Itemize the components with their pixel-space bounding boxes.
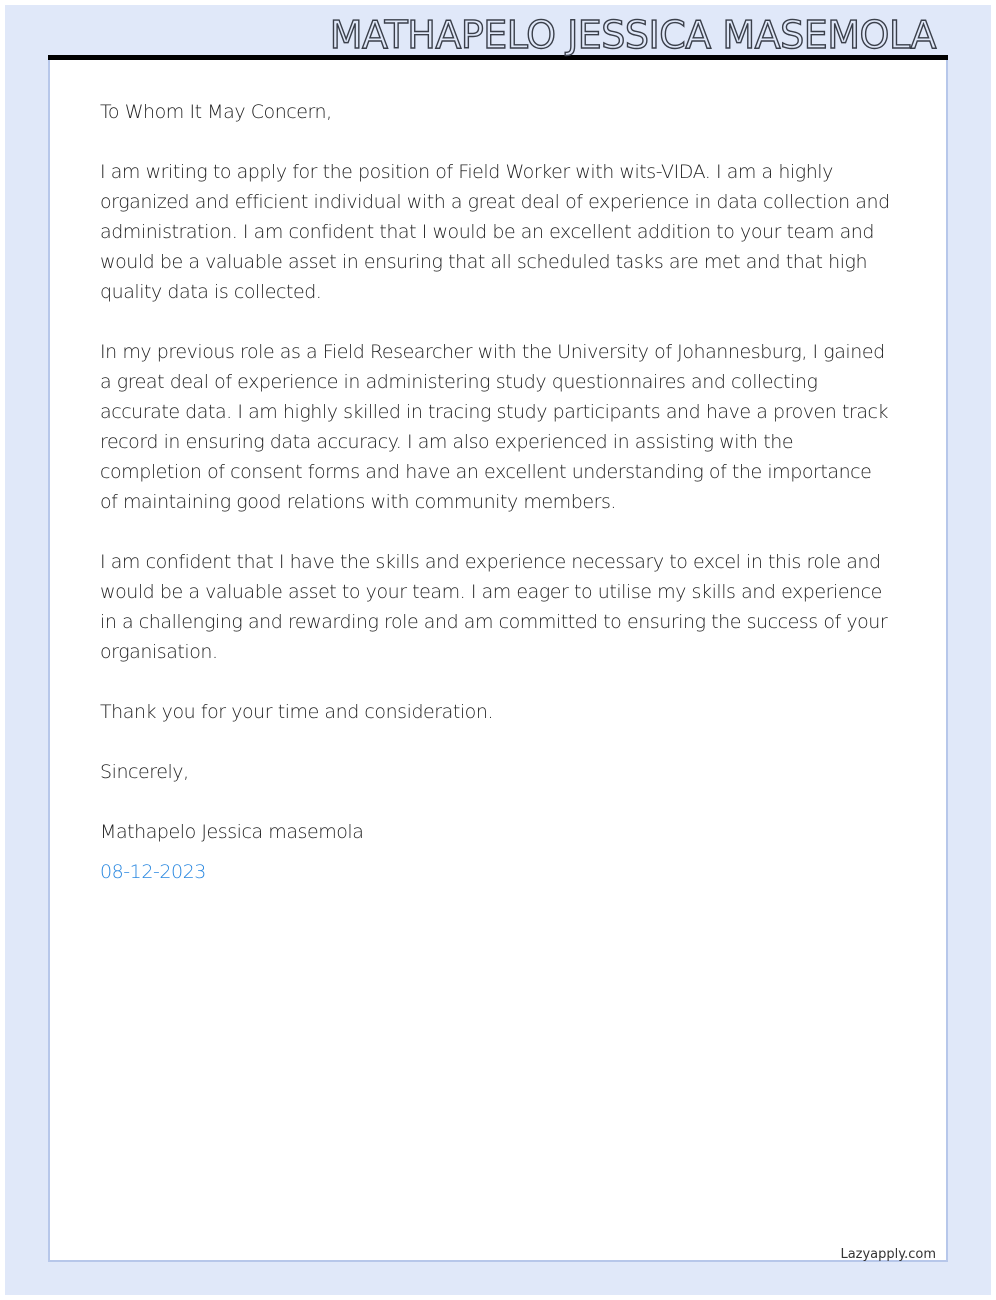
paragraph-motivation: I am confident that I have the skills and experience necessary to excel in this role and would be a valuable asset to your team. I am eager to utilise my skills and experience in a challenging and rewarding role and am committed to ensuring the success of your organisation.	[100, 551, 888, 663]
paragraph-introduction: I am writing to apply for the position of Field Worker with wits-VIDA. I am a highly organized and efficient individual with a great deal of experience in data collection and administration. I am confident that I would be an excellent addition to your team and would be a valuable asset in ensuring that all scheduled tasks are met and that high quality data is collected.	[100, 161, 890, 303]
cover-letter-body	[100, 97, 892, 887]
salutation: To Whom It May Concern,	[100, 101, 332, 123]
closing: Sincerely,	[100, 761, 189, 783]
footer-watermark: Lazyapply.com	[840, 1247, 936, 1262]
letter-date: 08-12-2023	[100, 861, 206, 883]
thanks-line: Thank you for your time and consideration.	[100, 701, 494, 723]
paragraph-experience: In my previous role as a Field Researcher with the University of Johannesburg, I gained a great deal of experience in administering study questionnaires and collecting accurate data. I am highly skilled in tracing study participants and have a proven track record in ensuring data accuracy. I am also experienced in assisting with the completion of consent forms and have an excellent understanding of the importance of maintaining good relations with community members.	[100, 341, 889, 513]
applicant-name-heading: MATHAPELO JESSICA MASEMOLA	[329, 13, 936, 57]
signature-name: Mathapelo Jessica masemola	[100, 821, 364, 843]
